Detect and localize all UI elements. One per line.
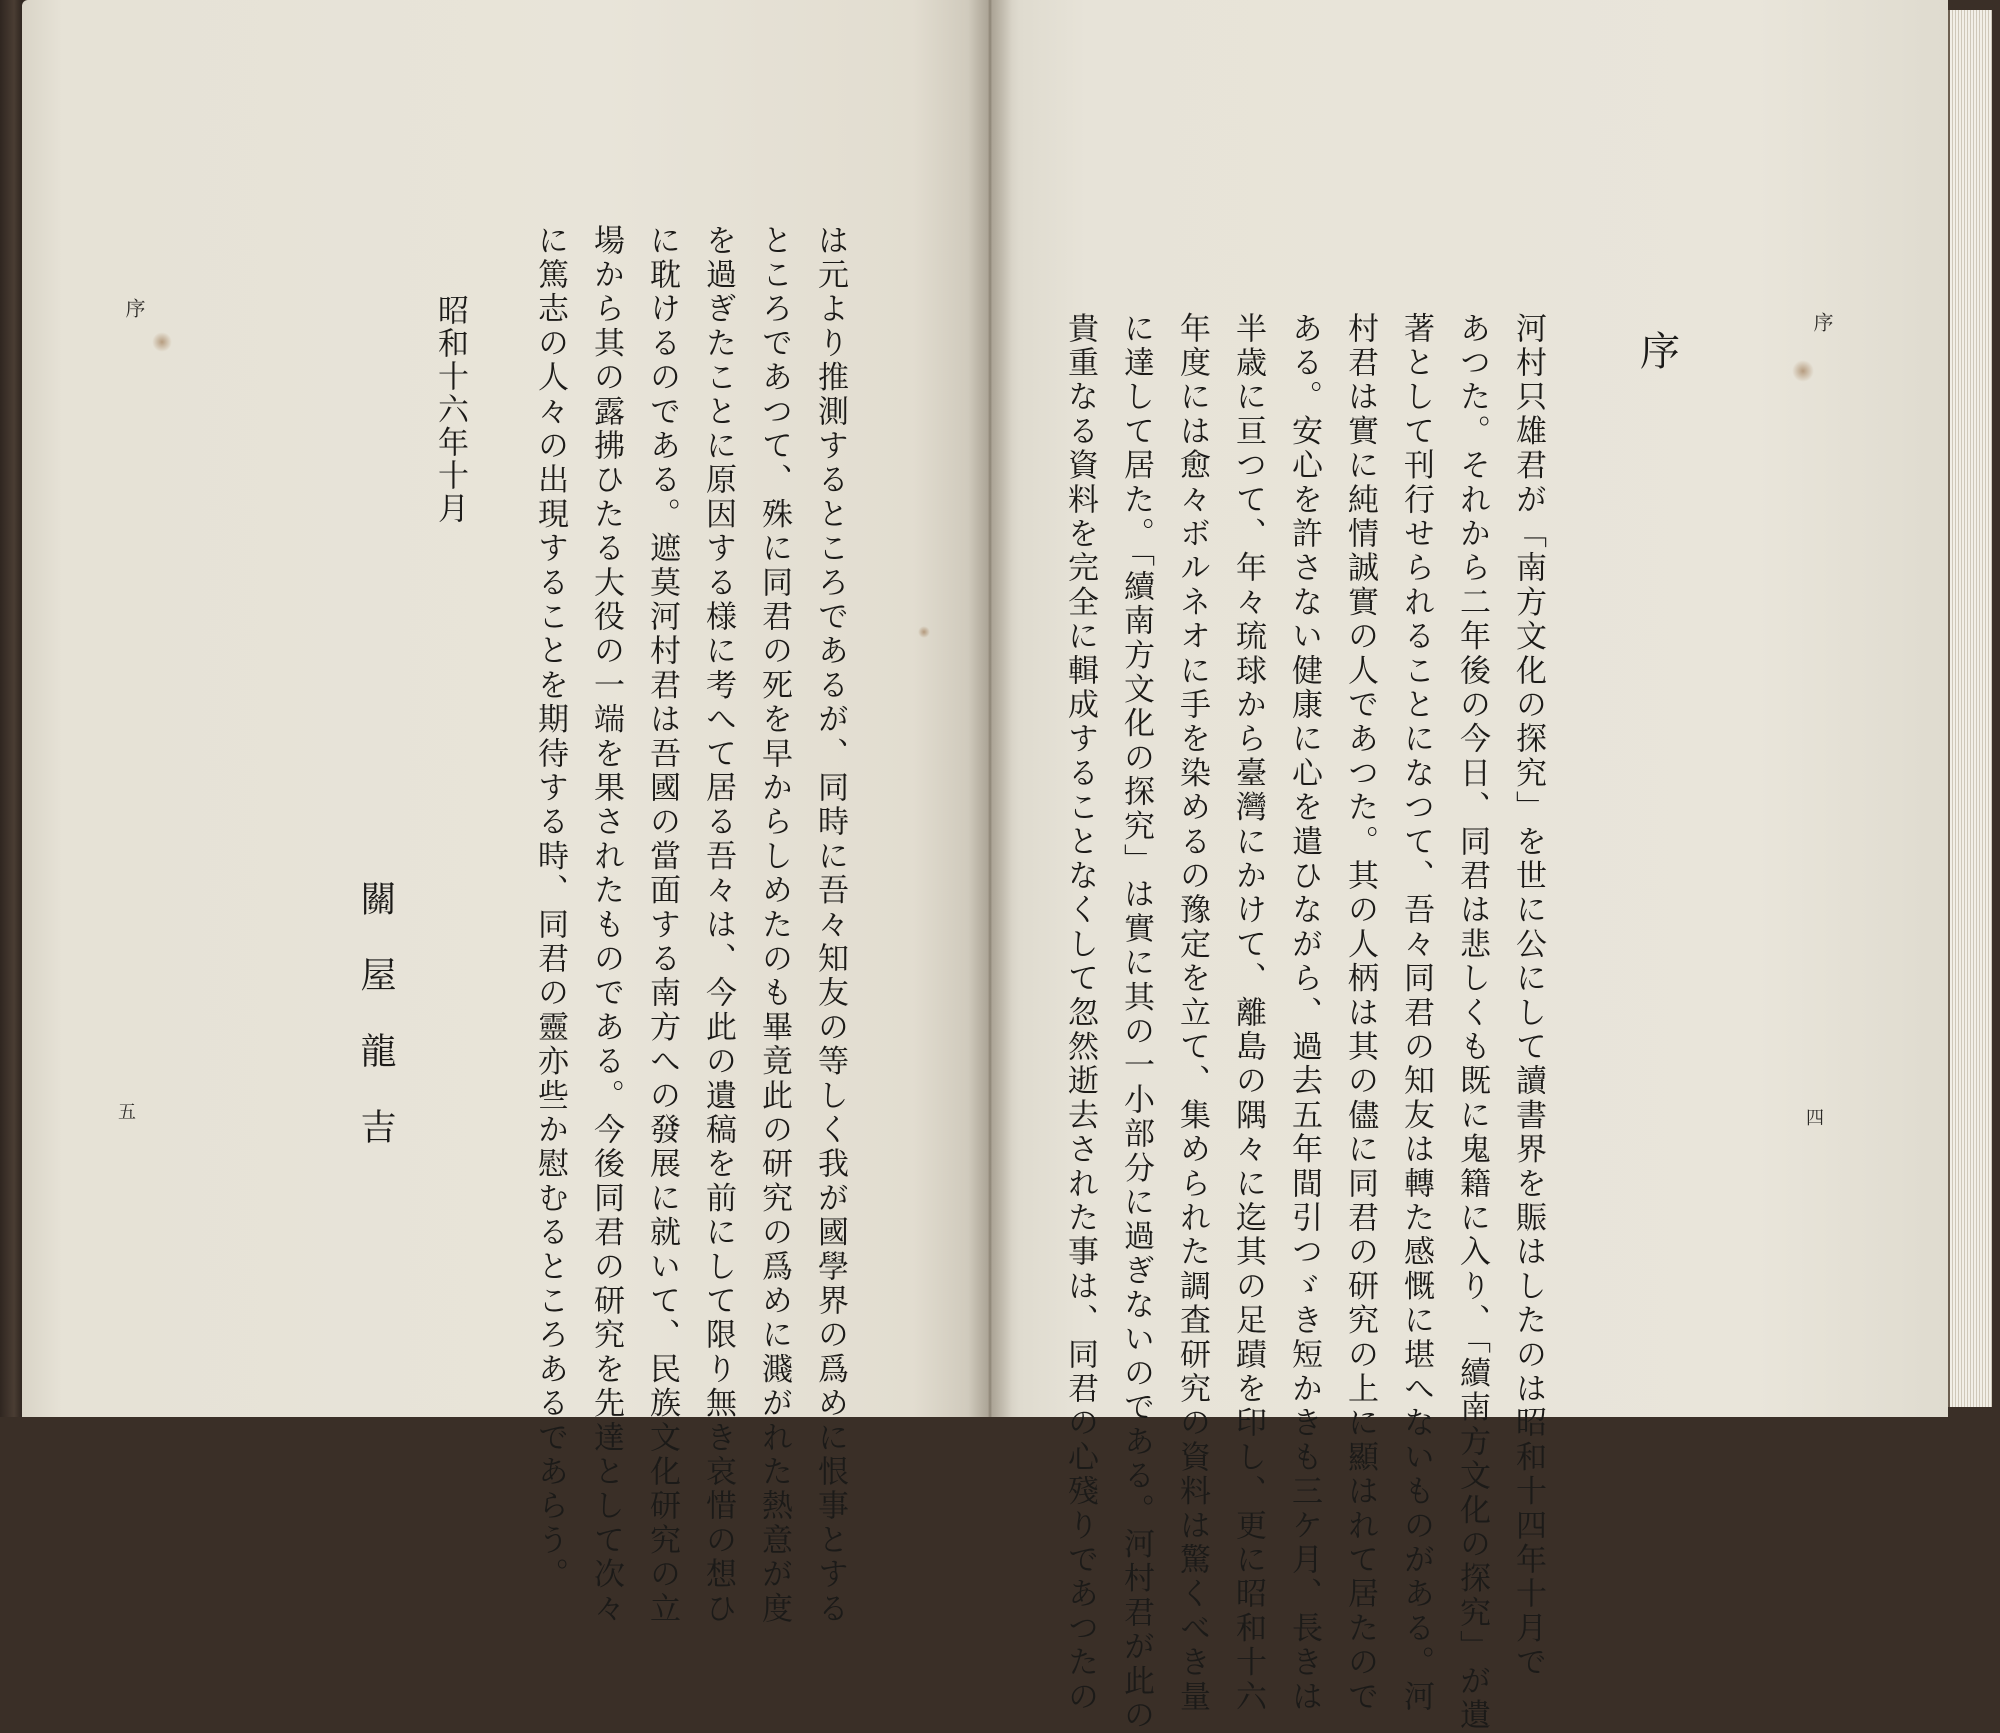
page-edges — [1948, 10, 1992, 1407]
right-text-line-7: 年度には愈々ボルネオに手を染めるの豫定を立て、集められた調査研究の資料は驚くべき量 — [1174, 312, 1210, 1715]
foxing-spot — [1792, 360, 1814, 382]
left-text-line-4: に耽けるのである。遮莫河村君は吾國の當面する南方への發展に就いて、民族文化研究の立 — [644, 224, 680, 1627]
right-text-line-4: 村君は實に純情誠實の人であつた。其の人柄は其の儘に同君の研究の上に顯はれて居たので — [1342, 312, 1378, 1715]
left-text-line-2: ところであつて、殊に同君の死を早からしめたのも畢竟此の研究の爲めに濺がれた熱意が度 — [756, 224, 792, 1627]
right-text-line-9: 貴重なる資料を完全に輯成することなくして忽然逝去された事は、同君の心殘りであつたの — [1062, 312, 1098, 1715]
date-line: 昭和十六年十月 — [432, 294, 468, 525]
left-text-line-1: は元より推測するところであるが、同時に吾々知友の等しく我が國學界の爲めに恨事とする — [812, 224, 848, 1627]
right-text-line-3: 著として刊行せられることになつて、吾々同君の知友は轉た感慨に堪へないものがある。河 — [1398, 312, 1434, 1715]
foxing-spot — [152, 332, 172, 352]
right-text-line-1: 河村只雄君が「南方文化の探究」を世に公にして讀書界を賑はしたのは昭和十四年十月で — [1510, 312, 1546, 1680]
right-folio: 四 — [1806, 1108, 1824, 1129]
left-running-head: 序 — [122, 298, 146, 318]
left-text-line-6: に篤志の人々の出現することを期待する時、同君の靈亦些か慰むるところあるであらう。 — [532, 224, 568, 1592]
left-folio: 五 — [118, 1102, 136, 1123]
right-page — [990, 0, 1948, 1733]
left-text-line-5: 場から其の露拂ひたる大役の一端を果されたものである。今後同君の研究を先達として次々 — [588, 224, 624, 1627]
page-title: 序 — [1640, 329, 1680, 375]
right-text-line-2: あつた。それから二年後の今日、同君は悲しくも既に鬼籍に入り、「續南方文化の探究」が遺 — [1454, 312, 1490, 1733]
right-text-line-8: に達して居た。「續南方文化の探究」は實に其の一小部分に過ぎないのである。河村君が此の — [1118, 312, 1154, 1733]
author-name: 關屋龍吉 — [355, 880, 396, 1184]
left-text-line-3: を過ぎたことに原因する様に考へて居る吾々は、今此の遺稿を前にして限り無き哀惜の想ひ — [700, 224, 736, 1627]
right-text-line-5: ある。安心を許さない健康に心を遣ひながら、過去五年間引つゞき短かきも三ケ月、長きは — [1286, 312, 1322, 1715]
right-running-head: 序 — [1810, 312, 1834, 332]
left-page — [22, 0, 990, 1627]
right-text-line-6: 半歳に亘つて、年々琉球から臺灣にかけて、離島の隅々に迄其の足蹟を印し、更に昭和十六 — [1230, 312, 1266, 1715]
foxing-spot — [918, 626, 930, 638]
